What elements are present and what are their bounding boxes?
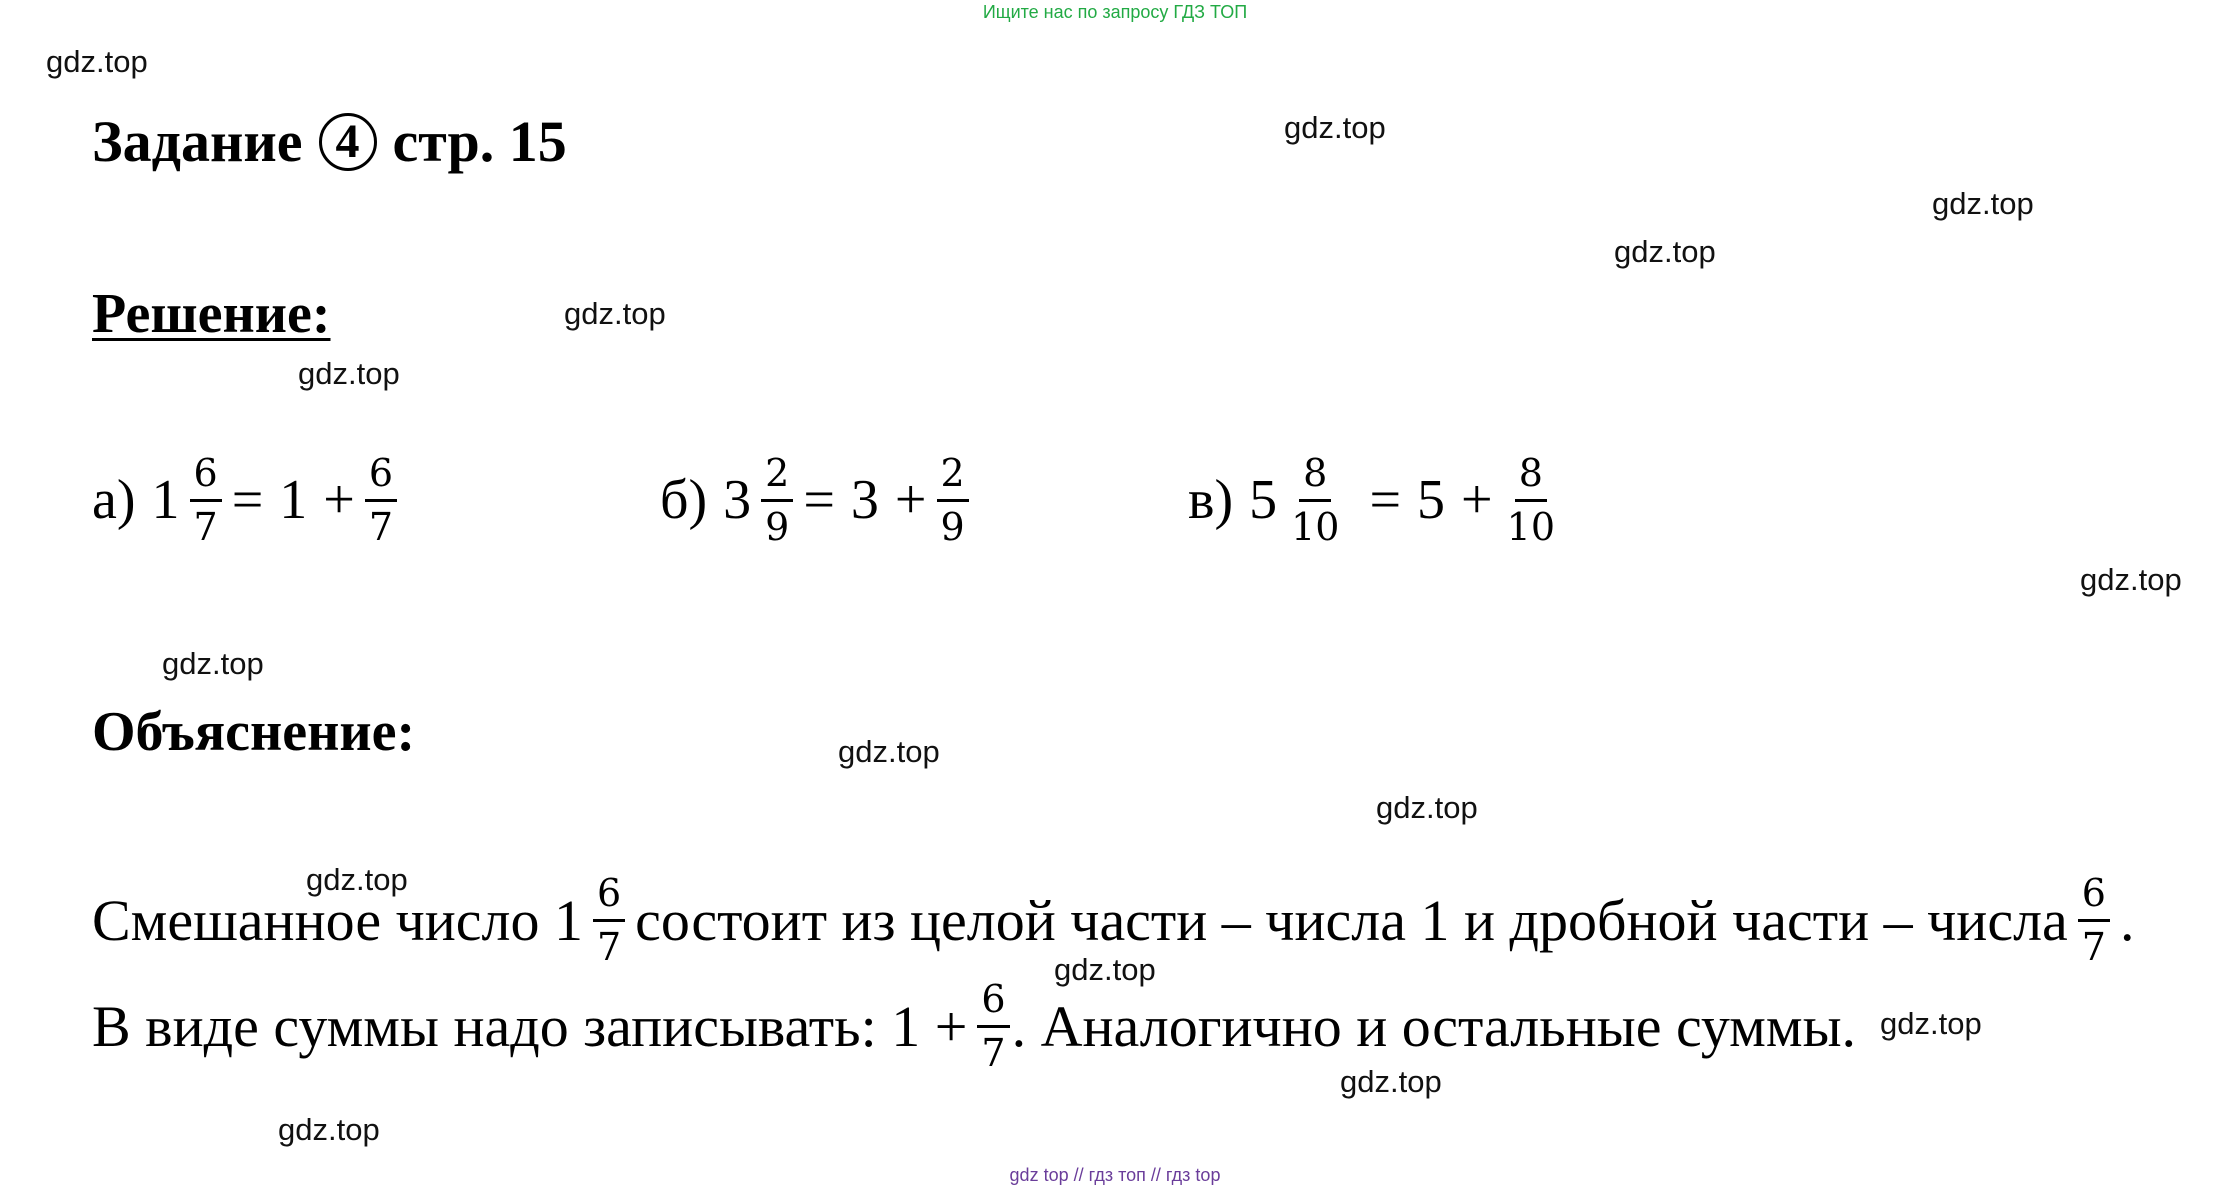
watermark: gdz.top (298, 356, 400, 391)
fraction: $\frac{6}{7}$ (977, 978, 1009, 1074)
equals-sign: = (803, 469, 835, 532)
watermark: gdz.top (1340, 1064, 1442, 1099)
bottom-banner: gdz top // гдз топ // гдз top (1009, 1165, 1221, 1185)
watermark: gdz.top (1880, 1006, 1982, 1041)
watermark: gdz.top (1376, 790, 1478, 825)
watermark: gdz.top (1284, 110, 1386, 145)
equals-sign: = (231, 469, 264, 532)
math-whole: 3 (850, 469, 879, 532)
watermark: gdz.top (1932, 186, 2034, 221)
fraction: $\frac{6}{7}$ (593, 872, 625, 968)
watermark: gdz.top (46, 44, 148, 79)
plus-sign: + (1461, 469, 1493, 532)
explanation-text: состоит из целой части – числа 1 и дробной части – числа (635, 887, 2068, 953)
solution-heading: Решение: (92, 283, 331, 345)
top-banner: Ищите нас по запросу ГДЗ ТОП (982, 2, 1248, 22)
plus-sign: + (894, 469, 927, 532)
watermark: gdz.top (278, 1112, 380, 1147)
math-label: б) (660, 469, 708, 532)
watermark: gdz.top (564, 296, 666, 331)
fraction: $\frac{6}{7}$ (365, 452, 397, 548)
fraction: $\frac{6}{7}$ (2078, 872, 2110, 968)
watermark: gdz.top (2080, 562, 2182, 597)
watermark: gdz.top (1614, 234, 1716, 269)
plus-sign: + (323, 469, 355, 532)
fraction: $\frac{8}{10}$ (1506, 451, 1555, 549)
explanation-text: Смешанное число 1 (92, 887, 583, 953)
watermark: gdz.top (1054, 952, 1156, 987)
explanation-text: . (2119, 887, 2135, 953)
explanation-text: . Аналогично и остальные суммы. (1011, 993, 1857, 1059)
math-label: в) (1188, 469, 1234, 532)
math-whole: 5 (1417, 469, 1446, 532)
math-item-a (92, 452, 407, 548)
explanation-heading: Объяснение: (92, 701, 416, 763)
task-title-page: стр. 15 (392, 109, 567, 174)
math-whole: 1 (151, 469, 180, 532)
math-whole: 3 (723, 469, 752, 532)
explanation-text: В виде суммы надо записывать: 1 + (92, 993, 968, 1059)
math-item-b (660, 452, 979, 548)
watermark: gdz.top (838, 734, 940, 769)
fraction: $\frac{6}{7}$ (190, 452, 222, 548)
equals-sign: = (1369, 469, 1402, 532)
explanation-line-2 (92, 978, 1856, 1074)
fraction: $\frac{8}{10}$ (1291, 451, 1340, 549)
fraction: $\frac{2}{9}$ (937, 452, 969, 548)
watermark: gdz.top (306, 862, 408, 897)
task-title-prefix: Задание (92, 109, 303, 174)
math-label: а) (92, 469, 136, 532)
watermark: gdz.top (162, 646, 264, 681)
math-item-c (1188, 452, 1569, 548)
task-number-circle: 4 (319, 113, 377, 171)
task-title (92, 108, 567, 175)
math-whole: 5 (1249, 469, 1278, 532)
fraction: $\frac{2}{9}$ (761, 452, 793, 548)
math-whole: 1 (279, 469, 308, 532)
explanation-line-1 (92, 872, 2134, 968)
